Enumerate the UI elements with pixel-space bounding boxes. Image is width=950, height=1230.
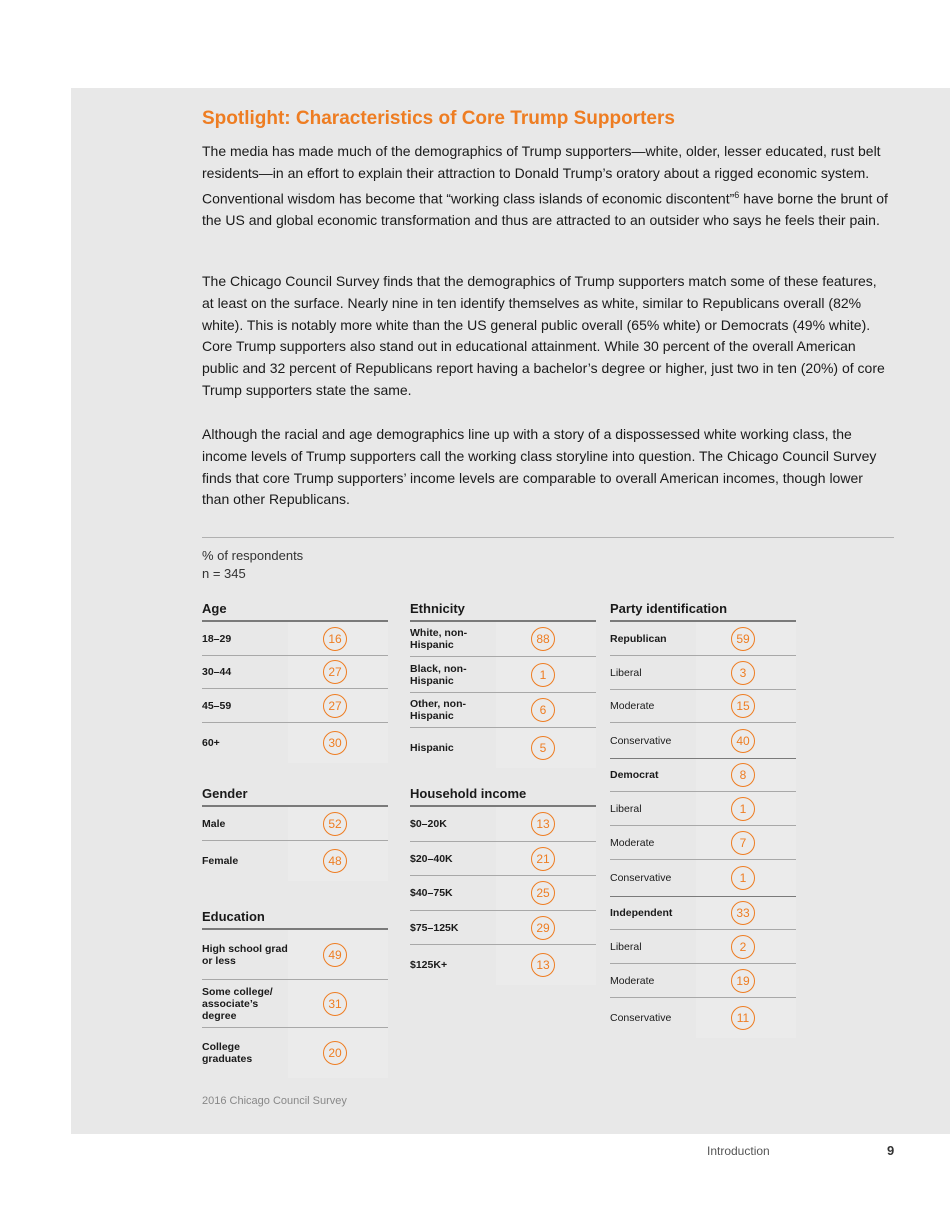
- table-row: [610, 860, 796, 897]
- value-circle: 3: [731, 661, 755, 685]
- row-label: College graduates: [202, 1041, 253, 1065]
- row-label: Liberal: [610, 940, 642, 953]
- table-row: [610, 964, 796, 998]
- row-label: $20–40K: [410, 852, 453, 865]
- row-label: Hispanic: [410, 742, 454, 754]
- row-label: Some college/ associate’s degree: [202, 985, 273, 1022]
- value-circle: 8: [731, 763, 755, 787]
- value-circle: 13: [531, 953, 555, 977]
- row-label: $40–75K: [410, 887, 453, 899]
- row-label: Independent: [610, 907, 673, 919]
- table-row: [202, 1028, 388, 1078]
- row-label: Liberal: [610, 666, 642, 679]
- value-circle: 16: [323, 627, 347, 651]
- table-row: [410, 622, 596, 657]
- education-table: [202, 904, 388, 1078]
- table-row: [410, 728, 596, 768]
- row-label: Male: [202, 817, 226, 830]
- income-table: [410, 781, 596, 985]
- ethnicity-header: Ethnicity: [410, 596, 596, 622]
- row-label: 30–44: [202, 666, 232, 678]
- footer-section: Introduction: [707, 1144, 770, 1158]
- row-label: Liberal: [610, 802, 642, 815]
- value-circle: 29: [531, 916, 555, 940]
- row-label: Moderate: [610, 974, 655, 987]
- row-label: High school grad or less: [202, 942, 288, 967]
- table-row: [610, 897, 796, 930]
- party-table: [610, 596, 796, 1038]
- table-row: [610, 622, 796, 656]
- table-row: [202, 723, 388, 763]
- table-row: [410, 876, 596, 911]
- value-circle: 59: [731, 627, 755, 651]
- value-circle: 11: [731, 1006, 755, 1030]
- row-label: $75–125K: [410, 921, 459, 934]
- table-row: [610, 930, 796, 964]
- table-row: [202, 807, 388, 841]
- table-row: [610, 826, 796, 860]
- value-circle: 20: [323, 1041, 347, 1065]
- row-label: Republican: [610, 632, 667, 645]
- page-title: Spotlight: Characteristics of Core Trump Supporters: [202, 108, 675, 129]
- table-row: [202, 689, 388, 723]
- row-label: White, non-Hispanic: [410, 627, 468, 651]
- education-header: Education: [202, 904, 388, 930]
- row-label: Democrat: [610, 769, 659, 781]
- footnote-marker: 6: [734, 189, 740, 200]
- row-label: 45–59: [202, 699, 232, 712]
- value-circle: 1: [531, 663, 555, 687]
- section-divider: [202, 537, 894, 538]
- paragraph-1: The media has made much of the demographics of Trump supporters—white, older, lesser educated, rust belt residents—in an effort to explain their attraction to Donald Trump’s oratory about a rigged economic system. Conventional wisdom has become that “working class islands of economic discontent”$^6$ have borne the brunt of the US and global economic transformation and thus are attracted to an outsider who says he feels their pain.: [202, 143, 888, 229]
- paragraph-2: The Chicago Council Survey finds that the demographics of Trump supporters match some of these features, at least on the surface. Nearly nine in ten identify themselves as white, similar to Republicans overall (82% white). This is notably more white than the US general public overall (65% white) or Democrats (49% white). Core Trump supporters also stand out in educational attainment. While 30 percent of the overall American public and 32 percent of Republicans report having a bachelor’s degree or higher, just two in ten (20%) of core Trump supporters state the same.: [202, 273, 885, 398]
- ethnicity-table: [410, 596, 596, 768]
- gender-header: Gender: [202, 781, 388, 807]
- table-row: [610, 723, 796, 759]
- value-circle: 25: [531, 881, 555, 905]
- value-circle: 6: [531, 698, 555, 722]
- table-row: [202, 622, 388, 656]
- table-row: [610, 998, 796, 1038]
- row-label: Black, non-Hispanic: [410, 662, 467, 687]
- row-label: 60+: [202, 737, 220, 749]
- value-circle: 33: [731, 901, 755, 925]
- row-label: Conservative: [610, 1012, 672, 1024]
- table-row: [410, 945, 596, 985]
- source-note: 2016 Chicago Council Survey: [202, 1095, 347, 1107]
- table-row: [202, 980, 388, 1028]
- value-circle: 31: [323, 992, 347, 1016]
- table-row: [410, 657, 596, 693]
- row-label: $0–20K: [410, 818, 447, 830]
- row-label: Moderate: [610, 700, 655, 712]
- value-circle: 21: [531, 847, 555, 871]
- value-circle: 1: [731, 797, 755, 821]
- table-row: [610, 656, 796, 690]
- row-label: $125K+: [410, 959, 448, 971]
- value-circle: 27: [323, 694, 347, 718]
- value-circle: 88: [531, 627, 555, 651]
- row-label: Moderate: [610, 836, 655, 849]
- age-header: Age: [202, 596, 388, 622]
- party-header: Party identification: [610, 596, 796, 622]
- row-label: Other, non-Hispanic: [410, 698, 466, 722]
- age-table: [202, 596, 388, 763]
- table-row: [610, 792, 796, 826]
- value-circle: 27: [323, 660, 347, 684]
- table-row: [202, 930, 388, 980]
- row-label: Conservative: [610, 872, 672, 884]
- income-header: Household income: [410, 781, 596, 807]
- paragraph-3: Although the racial and age demographics line up with a story of a dispossessed white working class, the income levels of Trump supporters call the working class storyline into question. The Chicago Council Survey finds that core Trump supporters’ income levels are comparable to overall American incomes, though lower than other Republicans.: [202, 426, 877, 508]
- table-row: [410, 807, 596, 842]
- value-circle: 1: [731, 866, 755, 890]
- value-circle: 48: [323, 849, 347, 873]
- row-label: 18–29: [202, 632, 232, 645]
- value-circle: 13: [531, 812, 555, 836]
- value-circle: 30: [323, 731, 347, 755]
- value-circle: 40: [731, 729, 755, 753]
- row-label: Conservative: [610, 734, 672, 747]
- table-row: [202, 841, 388, 881]
- row-label: Female: [202, 855, 239, 867]
- value-circle: 49: [323, 943, 347, 967]
- value-circle: 15: [731, 694, 755, 718]
- value-circle: 52: [323, 812, 347, 836]
- value-circle: 5: [531, 736, 555, 760]
- table-row: [410, 842, 596, 876]
- table-row: [202, 656, 388, 689]
- sample-size: n = 345: [202, 566, 246, 581]
- table-row: [410, 911, 596, 945]
- table-row: [610, 690, 796, 723]
- respondents-label: % of respondents: [202, 548, 304, 563]
- table-row: [410, 693, 596, 728]
- table-row: [610, 759, 796, 792]
- value-circle: 7: [731, 831, 755, 855]
- gender-table: [202, 781, 388, 881]
- value-circle: 19: [731, 969, 755, 993]
- value-circle: 2: [731, 935, 755, 959]
- page-number: 9: [887, 1143, 895, 1158]
